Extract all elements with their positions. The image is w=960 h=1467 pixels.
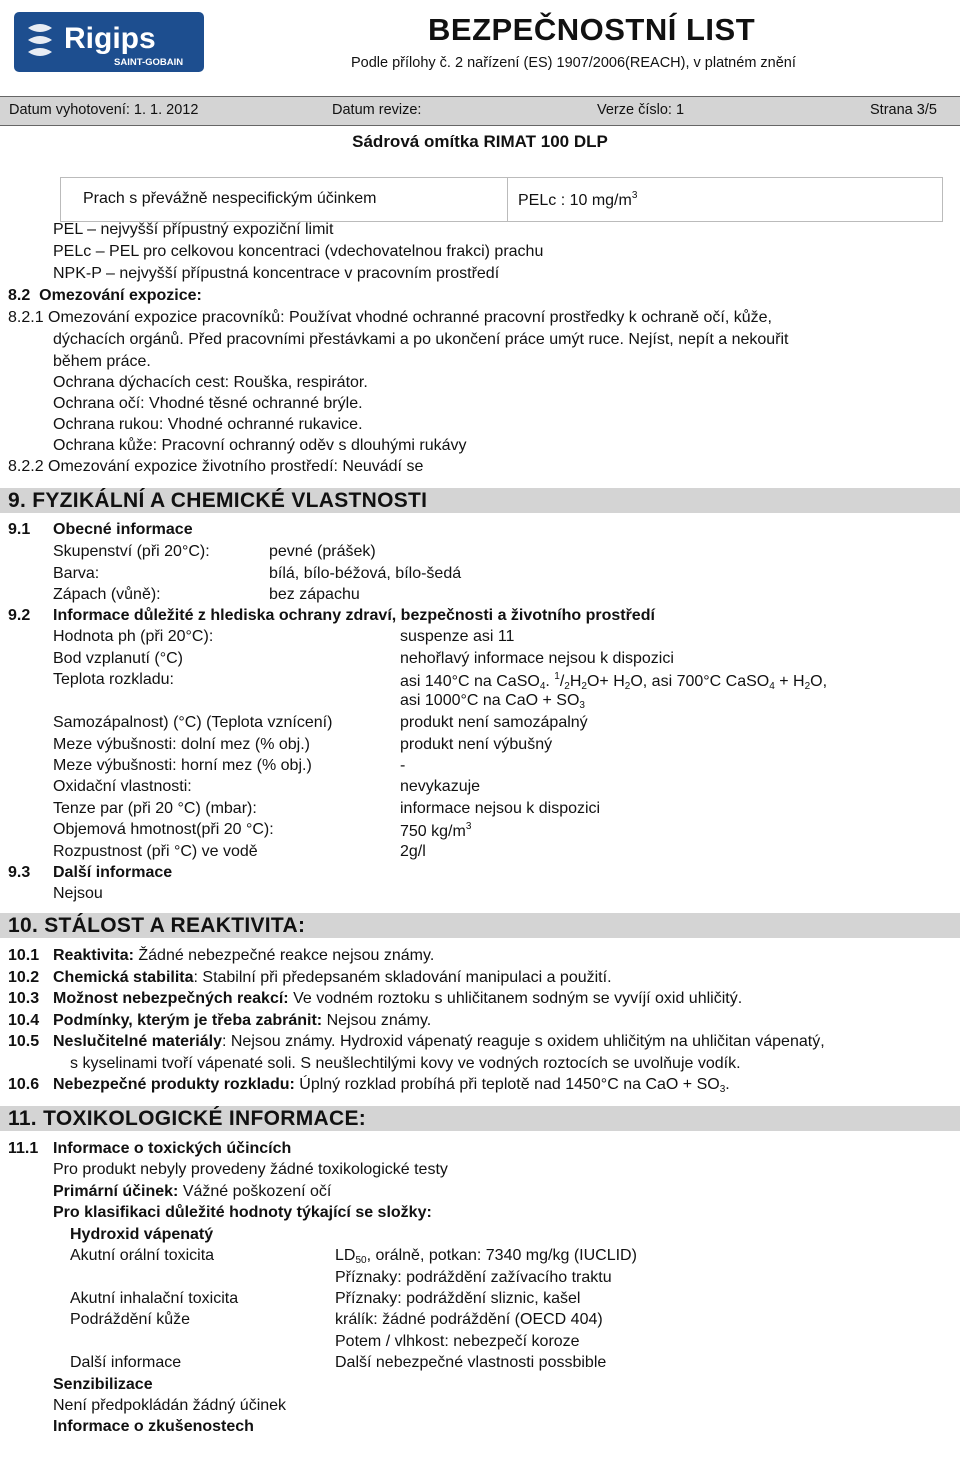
eye-protection: Ochrana očí: Vhodné těsné ochranné brýle. [53,395,363,412]
other-info-value: Další nebezpečné vlastnosti possbible [335,1354,607,1371]
section-11-title: 11. TOXIKOLOGICKÉ INFORMACE: [8,1107,367,1130]
state-value: pevné (prášek) [269,543,376,560]
logo-subtext: SAINT-GOBAIN [114,57,184,68]
flash-label: Bod vzplanutí (°C) [53,650,184,667]
classification-heading: Pro klasifikaci důležité hodnoty týkající se složky: [53,1204,432,1221]
section-8-2-1-line2: dýchacích orgánů. Před pracovními přestávkami a po ukončení práce umýt ruce. Nejíst, nepít a nekouřit [53,331,789,348]
decomp-label: Teplota rozkladu: [53,671,174,688]
vapor-pressure-label: Tenze par (při 20 °C) (mbar): [53,800,257,817]
decomp-value: asi 140°C na CaSO$_4$. $^1/_2H_2O+ H_2O$, asi 700°C CaSO$_4$ + $H_2O$, [400,671,828,692]
section-9-3-title: Další informace [53,864,173,881]
limit-value-cell: PELc : 10 $mg/m^3$ [518,190,638,209]
odor-value: bez zápachu [269,586,360,603]
substance-cell: Prach s převážně nespecifickým účinkem [83,190,377,207]
document-subtitle: Podle přílohy č. 2 nařízení (ES) 1907/2006(REACH), v platném znění [351,55,796,71]
flash-value: nehořlavý informace nejsou k dispozici [400,650,674,667]
item-10-2-num: 10.2 [8,969,40,986]
item-10-5-line2: s kyselinami tvoří vápenaté soli. S neušlechtilými kovy ve vodných roztocích se uvolňuje vodík. [70,1055,741,1072]
inhalation-toxicity-label: Akutní inhalační toxicita [70,1290,239,1307]
sensitization-heading: Senzibilizace [53,1376,153,1393]
product-name: Sádrová omítka RIMAT 100 DLP [352,132,608,151]
other-info-label: Další informace [70,1354,182,1371]
abbrev-npkp: NPK-P – nejvyšší přípustná koncentrace v pracovním prostředí [53,265,500,282]
section-9-1-num: 9.1 [8,521,31,538]
section-8-2-heading: 8.2 Omezování expozice: [8,287,202,304]
no-tests: Pro produkt nebyly provedeny žádné toxikologické testy [53,1161,448,1178]
item-10-4-num: 10.4 [8,1012,40,1029]
section-9-3-num: 9.3 [8,864,31,881]
vapor-pressure-value: informace nejsou k dispozici [400,800,601,817]
logo-text: Rigips [64,22,156,55]
table-divider [507,178,508,221]
oral-toxicity-value: $LD_{50}$, orálně, potkan: 7340 mg/kg (IUCLID) [335,1247,637,1266]
sensitization-value: Není předpokládán žádný účinek [53,1397,287,1414]
ph-value: suspenze asi 11 [400,628,515,645]
item-10-5: Neslučitelné materiály: Nejsou známy. Hydroxid vápenatý reaguje s oxidem uhličitým na uhličitan vápenatý, [53,1033,825,1050]
color-value: bílá, bílo-béžová, bílo-šedá [269,565,462,582]
section-10-title: 10. STÁLOST A REAKTIVITA: [8,914,306,937]
oral-toxicity-symptoms: Příznaky: podráždění zažívacího traktu [335,1269,612,1286]
item-10-6-num: 10.6 [8,1076,40,1093]
abbrev-pelc: PELc – PEL pro celkovou koncentraci (vdechovatelnou frakci) prachu [53,243,544,260]
skin-irritation-note: Potem / vlhkost: nebezpečí koroze [335,1333,580,1350]
document-title: BEZPEČNOSTNÍ LIST [428,12,756,47]
inhalation-toxicity-value: Příznaky: podráždění sliznic, kašel [335,1290,581,1307]
odor-label: Zápach (vůně): [53,586,161,603]
section-9-3-value: Nejsou [53,885,103,902]
section-8-2-2: 8.2.2 Omezování expozice životního prostředí: Neuvádí se [8,458,424,475]
date-revision: Datum revize: [332,102,422,118]
section-11-1-title: Informace o toxických účincích [53,1140,292,1157]
section-9-2-num: 9.2 [8,607,31,624]
section-8-2-1-line3: během práce. [53,353,151,370]
primary-effect: Primární účinek: Vážné poškození očí [53,1183,332,1200]
autoignition-label: Samozápalnost) (°C) (Teplota vznícení) [53,714,333,731]
section-8-2-1-line1: 8.2.1 Omezování expozice pracovníků: Používat vhodné ochranné pracovní prostředky k ochraně očí, kůže, [8,309,772,326]
item-10-1-num: 10.1 [8,947,40,964]
color-label: Barva: [53,565,100,582]
version-number: Verze číslo: 1 [597,102,685,118]
skin-irritation-label: Podráždění kůže [70,1311,191,1328]
lel-label: Meze výbušnosti: dolní mez (% obj.) [53,736,310,753]
abbrev-pel: PEL – nejvyšší přípustný expoziční limit [53,221,334,238]
page-number: Strana 3/5 [870,102,937,118]
oxidizing-value: nevykazuje [400,778,481,795]
oral-toxicity-label: Akutní orální toxicita [70,1247,215,1264]
item-10-1: Reaktivita: Žádné nebezpečné reakce nejsou známy. [53,947,435,964]
skin-protection: Ochrana kůže: Pracovní ochranný oděv s dlouhými rukávy [53,437,467,454]
density-label: Objemová hmotnost(při 20 °C): [53,821,274,838]
hand-protection: Ochrana rukou: Vhodné ochranné rukavice. [53,416,363,433]
solubility-value: 2g/l [400,843,426,860]
experience-heading: Informace o zkušenostech [53,1418,254,1435]
state-label: Skupenství (při 20°C): [53,543,210,560]
uel-label: Meze výbušnosti: horní mez (% obj.) [53,757,312,774]
lel-value: produkt není výbušný [400,736,553,753]
section-9-title: 9. FYZIKÁLNÍ A CHEMICKÉ VLASTNOSTI [8,489,428,512]
component-name: Hydroxid vápenatý [70,1226,214,1243]
item-10-6: Nebezpečné produkty rozkladu: Úplný rozklad probíhá při teplotě nad 1450°C na CaO + $SO_3$. [53,1076,730,1095]
oxidizing-label: Oxidační vlastnosti: [53,778,192,795]
rigips-logo [14,12,204,72]
decomp-value-line2: asi 1000°C na CaO + $SO_3$ [400,692,585,711]
section-9-2-title: Informace důležité z hlediska ochrany zdraví, bezpečnosti a životního prostředí [53,607,655,624]
item-10-3-num: 10.3 [8,990,40,1007]
ph-label: Hodnota ph (při 20°C): [53,628,214,645]
solubility-label: Rozpustnost (při °C) ve vodě [53,843,258,860]
exposure-limits-table [60,177,943,222]
section-11-1-num: 11.1 [8,1140,39,1157]
item-10-3: Možnost nebezpečných reakcí: Ve vodném roztoku s uhličitanem sodným se vyvíjí oxid uhličitý. [53,990,743,1007]
date-created: Datum vyhotovení: 1. 1. 2012 [9,102,199,118]
respiratory-protection: Ochrana dýchacích cest: Rouška, respirátor. [53,374,368,391]
skin-irritation-value: králík: žádné podráždění (OECD 404) [335,1311,603,1328]
section-9-1-title: Obecné informace [53,521,193,538]
uel-value: - [400,757,406,774]
autoignition-value: produkt není samozápalný [400,714,588,731]
density-value: 750 $kg/m^3$ [400,821,472,840]
item-10-4: Podmínky, kterým je třeba zabránit: Nejsou známy. [53,1012,432,1029]
item-10-5-num: 10.5 [8,1033,40,1050]
item-10-2: Chemická stabilita: Stabilní při předepsaném skladování manipulaci a použití. [53,969,612,986]
document-info-bar [0,96,960,126]
